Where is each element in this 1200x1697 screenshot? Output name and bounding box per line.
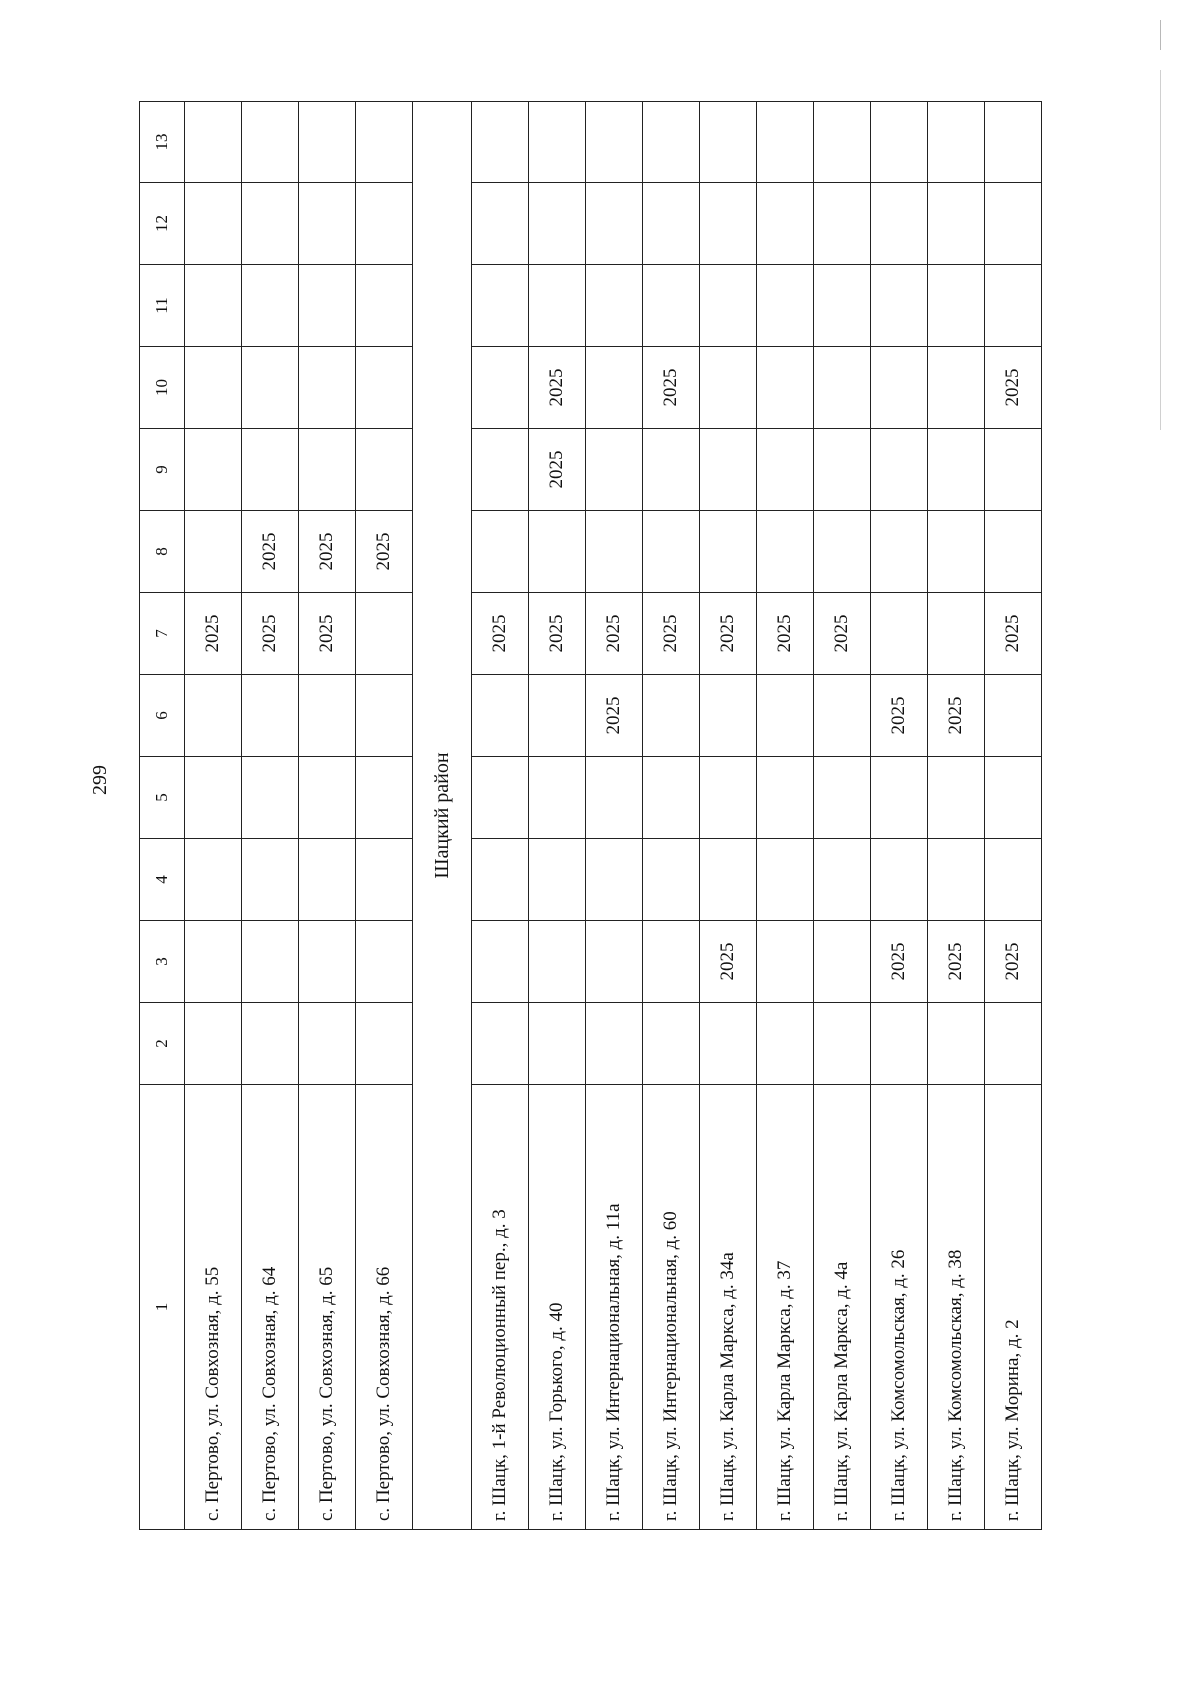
year-cell-col-7: 2025 (472, 593, 529, 675)
year-cell-col-4 (643, 839, 700, 921)
year-cell-col-2 (299, 1003, 356, 1085)
address-cell: г. Шацк, ул. Карла Маркса, д. 4а (814, 1085, 871, 1530)
year-cell-col-6 (985, 675, 1042, 757)
year-cell-col-10 (185, 347, 242, 429)
year-cell-col-8 (643, 511, 700, 593)
year-cell-col-7: 2025 (242, 593, 299, 675)
year-cell-col-3 (643, 921, 700, 1003)
year-cell-col-10 (700, 347, 757, 429)
column-number-cell: 7 (140, 593, 185, 675)
year-cell-col-10: 2025 (643, 347, 700, 429)
year-cell-col-9: 2025 (529, 429, 586, 511)
year-cell-col-4 (529, 839, 586, 921)
year-cell-col-11 (985, 265, 1042, 347)
year-cell-col-11 (586, 265, 643, 347)
year-cell-col-6 (299, 675, 356, 757)
year-cell-col-12 (586, 183, 643, 265)
year-cell-col-10 (356, 347, 413, 429)
year-cell-col-11 (871, 265, 928, 347)
year-cell-col-3: 2025 (985, 921, 1042, 1003)
column-number-row (140, 102, 185, 1530)
address-cell: г. Шацк, ул. Комсомольская, д. 38 (928, 1085, 985, 1530)
year-cell-col-13 (242, 102, 299, 183)
year-cell-col-11 (356, 265, 413, 347)
year-cell-col-9 (242, 429, 299, 511)
year-cell-col-5 (871, 757, 928, 839)
year-cell-col-12 (814, 183, 871, 265)
year-cell-col-2 (643, 1003, 700, 1085)
repair-schedule-table (139, 101, 1042, 1530)
year-cell-col-8 (985, 511, 1042, 593)
year-cell-col-5 (472, 757, 529, 839)
column-number-cell: 1 (140, 1085, 185, 1530)
year-cell-col-10 (242, 347, 299, 429)
year-cell-col-4 (242, 839, 299, 921)
year-cell-col-9 (185, 429, 242, 511)
address-cell: г. Шацк, 1-й Революционный пер., д. 3 (472, 1085, 529, 1530)
year-cell-col-13 (586, 102, 643, 183)
table-row (814, 102, 871, 1530)
table-row (185, 102, 242, 1530)
year-cell-col-8 (700, 511, 757, 593)
year-cell-col-2 (928, 1003, 985, 1085)
year-cell-col-2 (472, 1003, 529, 1085)
address-cell: с. Пертово, ул. Совхозная, д. 65 (299, 1085, 356, 1530)
year-cell-col-12 (185, 183, 242, 265)
year-cell-col-7: 2025 (814, 593, 871, 675)
district-name: Шацкий район (413, 102, 472, 1530)
year-cell-col-2 (529, 1003, 586, 1085)
table-row (529, 102, 586, 1530)
year-cell-col-2 (871, 1003, 928, 1085)
table-row (643, 102, 700, 1530)
table-row (928, 102, 985, 1530)
year-cell-col-13 (700, 102, 757, 183)
column-number-cell: 13 (140, 102, 185, 183)
year-cell-col-9 (586, 429, 643, 511)
scan-margin-mark (1160, 20, 1161, 50)
year-cell-col-9 (985, 429, 1042, 511)
table-row (871, 102, 928, 1530)
year-cell-col-2 (985, 1003, 1042, 1085)
table-row (985, 102, 1042, 1530)
year-cell-col-6 (472, 675, 529, 757)
scan-margin-mark (1160, 70, 1161, 430)
year-cell-col-6 (185, 675, 242, 757)
year-cell-col-6 (529, 675, 586, 757)
year-cell-col-12 (700, 183, 757, 265)
year-cell-col-6 (700, 675, 757, 757)
address-cell: с. Пертово, ул. Совхозная, д. 55 (185, 1085, 242, 1530)
table-row (586, 102, 643, 1530)
year-cell-col-9 (356, 429, 413, 511)
year-cell-col-5 (643, 757, 700, 839)
year-cell-col-5 (700, 757, 757, 839)
year-cell-col-10 (928, 347, 985, 429)
column-number-cell: 3 (140, 921, 185, 1003)
year-cell-col-3 (242, 921, 299, 1003)
year-cell-col-8 (529, 511, 586, 593)
year-cell-col-2 (356, 1003, 413, 1085)
year-cell-col-7: 2025 (985, 593, 1042, 675)
year-cell-col-13 (643, 102, 700, 183)
address-cell: с. Пертово, ул. Совхозная, д. 64 (242, 1085, 299, 1530)
address-cell: г. Шацк, ул. Комсомольская, д. 26 (871, 1085, 928, 1530)
year-cell-col-9 (928, 429, 985, 511)
year-cell-col-5 (985, 757, 1042, 839)
year-cell-col-11 (529, 265, 586, 347)
year-cell-col-7: 2025 (757, 593, 814, 675)
year-cell-col-6: 2025 (871, 675, 928, 757)
year-cell-col-5 (242, 757, 299, 839)
year-cell-col-5 (586, 757, 643, 839)
year-cell-col-13 (757, 102, 814, 183)
year-cell-col-9 (700, 429, 757, 511)
year-cell-col-12 (356, 183, 413, 265)
year-cell-col-2 (814, 1003, 871, 1085)
year-cell-col-8 (757, 511, 814, 593)
year-cell-col-10: 2025 (985, 347, 1042, 429)
year-cell-col-13 (356, 102, 413, 183)
year-cell-col-4 (757, 839, 814, 921)
year-cell-col-7 (928, 593, 985, 675)
year-cell-col-13 (871, 102, 928, 183)
year-cell-col-4 (586, 839, 643, 921)
year-cell-col-4 (928, 839, 985, 921)
year-cell-col-3 (529, 921, 586, 1003)
year-cell-col-13 (985, 102, 1042, 183)
year-cell-col-5 (757, 757, 814, 839)
year-cell-col-11 (643, 265, 700, 347)
year-cell-col-10 (757, 347, 814, 429)
year-cell-col-6 (814, 675, 871, 757)
year-cell-col-2 (185, 1003, 242, 1085)
year-cell-col-5 (185, 757, 242, 839)
year-cell-col-6: 2025 (928, 675, 985, 757)
page-number: 299 (89, 765, 111, 795)
year-cell-col-9 (643, 429, 700, 511)
year-cell-col-9 (299, 429, 356, 511)
year-cell-col-11 (299, 265, 356, 347)
year-cell-col-10 (586, 347, 643, 429)
year-cell-col-4 (299, 839, 356, 921)
year-cell-col-3 (299, 921, 356, 1003)
year-cell-col-9 (814, 429, 871, 511)
year-cell-col-4 (185, 839, 242, 921)
address-cell: г. Шацк, ул. Интернациональная, д. 60 (643, 1085, 700, 1530)
year-cell-col-2 (586, 1003, 643, 1085)
column-number-cell: 6 (140, 675, 185, 757)
year-cell-col-11 (814, 265, 871, 347)
year-cell-col-5 (529, 757, 586, 839)
year-cell-col-8 (472, 511, 529, 593)
year-cell-col-6 (643, 675, 700, 757)
column-number-cell: 4 (140, 839, 185, 921)
year-cell-col-8 (586, 511, 643, 593)
year-cell-col-2 (242, 1003, 299, 1085)
table-row (472, 102, 529, 1530)
column-number-cell: 8 (140, 511, 185, 593)
year-cell-col-12 (472, 183, 529, 265)
year-cell-col-6: 2025 (586, 675, 643, 757)
year-cell-col-11 (472, 265, 529, 347)
year-cell-col-8: 2025 (242, 511, 299, 593)
year-cell-col-8: 2025 (356, 511, 413, 593)
year-cell-col-7: 2025 (299, 593, 356, 675)
year-cell-col-12 (928, 183, 985, 265)
year-cell-col-7: 2025 (185, 593, 242, 675)
year-cell-col-3: 2025 (928, 921, 985, 1003)
year-cell-col-4 (871, 839, 928, 921)
year-cell-col-3 (586, 921, 643, 1003)
year-cell-col-6 (757, 675, 814, 757)
column-number-cell: 12 (140, 183, 185, 265)
year-cell-col-6 (242, 675, 299, 757)
year-cell-col-3 (757, 921, 814, 1003)
year-cell-col-10 (871, 347, 928, 429)
column-number-cell: 11 (140, 265, 185, 347)
table-row (242, 102, 299, 1530)
year-cell-col-11 (700, 265, 757, 347)
year-cell-col-3 (185, 921, 242, 1003)
district-header-row (413, 102, 472, 1530)
year-cell-col-3 (814, 921, 871, 1003)
year-cell-col-13 (299, 102, 356, 183)
table-row (356, 102, 413, 1530)
year-cell-col-11 (185, 265, 242, 347)
table-row (757, 102, 814, 1530)
address-cell: с. Пертово, ул. Совхозная, д. 66 (356, 1085, 413, 1530)
year-cell-col-8 (928, 511, 985, 593)
address-cell: г. Шацк, ул. Интернациональная, д. 11а (586, 1085, 643, 1530)
year-cell-col-6 (356, 675, 413, 757)
year-cell-col-2 (700, 1003, 757, 1085)
year-cell-col-13 (928, 102, 985, 183)
year-cell-col-7: 2025 (529, 593, 586, 675)
year-cell-col-11 (242, 265, 299, 347)
year-cell-col-4 (814, 839, 871, 921)
column-number-cell: 2 (140, 1003, 185, 1085)
year-cell-col-10 (472, 347, 529, 429)
year-cell-col-8 (871, 511, 928, 593)
address-cell: г. Шацк, ул. Карла Маркса, д. 37 (757, 1085, 814, 1530)
year-cell-col-10 (814, 347, 871, 429)
year-cell-col-13 (814, 102, 871, 183)
year-cell-col-11 (757, 265, 814, 347)
year-cell-col-4 (700, 839, 757, 921)
year-cell-col-3: 2025 (871, 921, 928, 1003)
year-cell-col-12 (985, 183, 1042, 265)
year-cell-col-5 (356, 757, 413, 839)
year-cell-col-5 (928, 757, 985, 839)
year-cell-col-12 (643, 183, 700, 265)
table-row (299, 102, 356, 1530)
year-cell-col-3 (356, 921, 413, 1003)
address-cell: г. Шацк, ул. Морина, д. 2 (985, 1085, 1042, 1530)
column-number-cell: 10 (140, 347, 185, 429)
year-cell-col-9 (472, 429, 529, 511)
year-cell-col-10: 2025 (529, 347, 586, 429)
table-body (140, 102, 1042, 1530)
year-cell-col-7 (871, 593, 928, 675)
year-cell-col-13 (529, 102, 586, 183)
year-cell-col-2 (757, 1003, 814, 1085)
year-cell-col-4 (985, 839, 1042, 921)
year-cell-col-9 (871, 429, 928, 511)
year-cell-col-7: 2025 (586, 593, 643, 675)
year-cell-col-7: 2025 (643, 593, 700, 675)
year-cell-col-4 (356, 839, 413, 921)
table-row (700, 102, 757, 1530)
year-cell-col-11 (928, 265, 985, 347)
address-cell: г. Шацк, ул. Карла Маркса, д. 34а (700, 1085, 757, 1530)
year-cell-col-8: 2025 (299, 511, 356, 593)
year-cell-col-13 (472, 102, 529, 183)
rotated-page-content (139, 100, 1200, 1530)
year-cell-col-10 (299, 347, 356, 429)
year-cell-col-12 (757, 183, 814, 265)
year-cell-col-5 (814, 757, 871, 839)
year-cell-col-3 (472, 921, 529, 1003)
year-cell-col-4 (472, 839, 529, 921)
year-cell-col-5 (299, 757, 356, 839)
year-cell-col-8 (185, 511, 242, 593)
year-cell-col-12 (529, 183, 586, 265)
year-cell-col-9 (757, 429, 814, 511)
year-cell-col-13 (185, 102, 242, 183)
column-number-cell: 9 (140, 429, 185, 511)
year-cell-col-12 (871, 183, 928, 265)
column-number-cell: 5 (140, 757, 185, 839)
address-cell: г. Шацк, ул. Горького, д. 40 (529, 1085, 586, 1530)
year-cell-col-12 (242, 183, 299, 265)
year-cell-col-12 (299, 183, 356, 265)
year-cell-col-8 (814, 511, 871, 593)
year-cell-col-3: 2025 (700, 921, 757, 1003)
year-cell-col-7 (356, 593, 413, 675)
year-cell-col-7: 2025 (700, 593, 757, 675)
